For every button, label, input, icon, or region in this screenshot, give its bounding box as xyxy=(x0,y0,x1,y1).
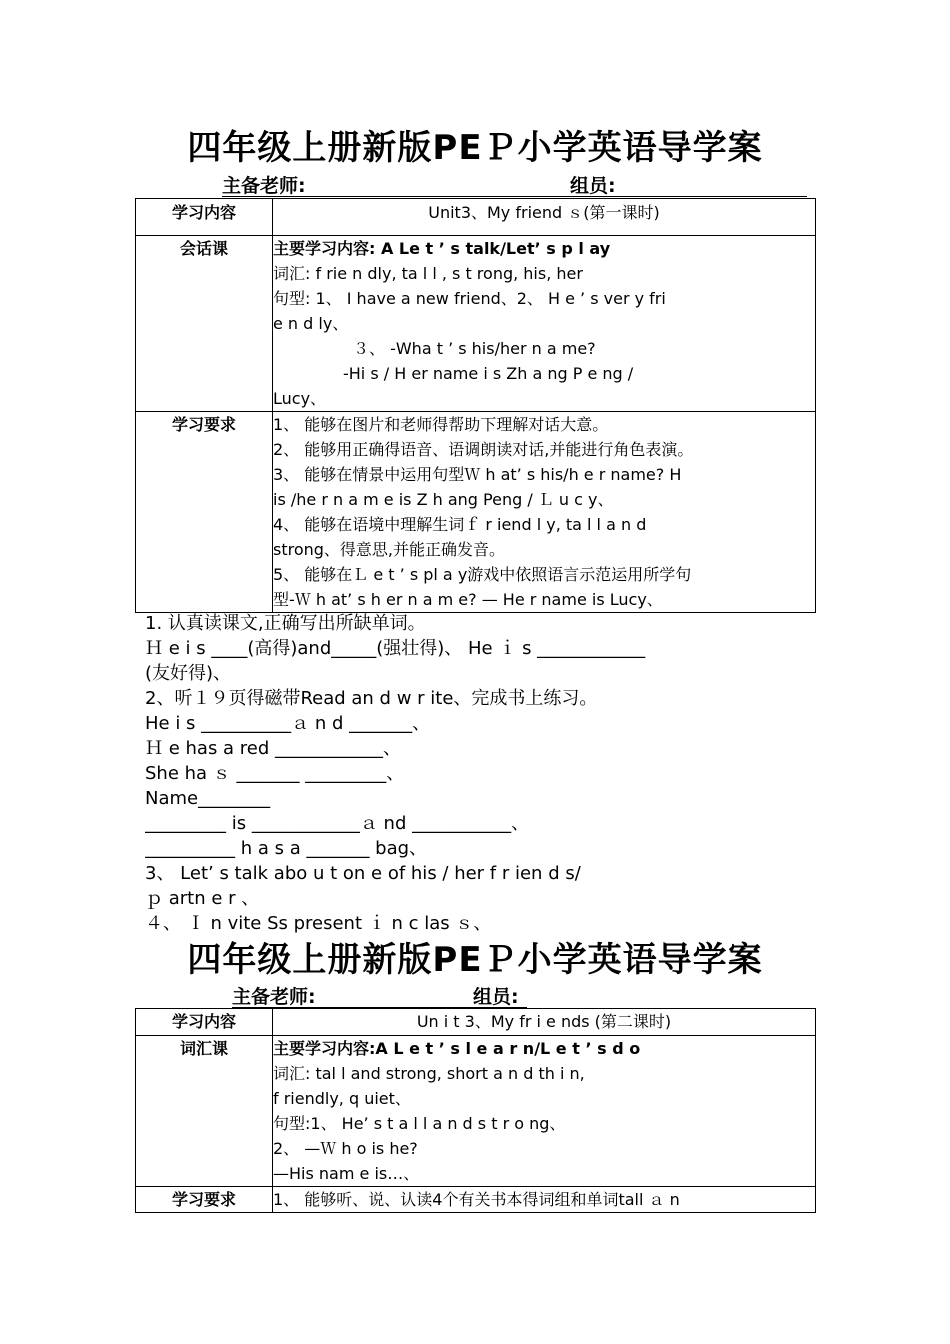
table-row-vocabulary xyxy=(136,1036,816,1187)
table-row-content xyxy=(136,1009,816,1036)
row-label: 学习要求 xyxy=(136,1187,273,1213)
member-line-2 xyxy=(473,985,519,1009)
exercise-line: ｐ artn e r 、 xyxy=(145,888,260,909)
content-line: -Hi s / H er name i s Zh a ng P e ng / xyxy=(343,364,634,383)
row-label: 学习内容 xyxy=(136,1009,273,1036)
row-label: 学习内容 xyxy=(136,199,273,236)
exercise-line: Ｈ e i s ____(高得)and_____(强壮得)、 He ｉ s ____________ xyxy=(145,638,646,659)
exercise-line: 2、听１９页得磁带Read an d w r ite、完成书上练习。 xyxy=(145,688,598,709)
member-label: 组员: xyxy=(570,175,616,197)
content-line: 1、 能够听、说、认读4个有关书本得词组和单词tall ａ n xyxy=(273,1190,680,1209)
document-title-2: 四年级上册新版PEＰ小学英语导学案 xyxy=(187,940,763,980)
row-content: Un i t 3、My fr i e nds (第二课时) xyxy=(273,1009,816,1036)
content-line: 句型:1、 He’ s t a l l a n d s t r o ng、 xyxy=(273,1114,566,1133)
row-label: 会话课 xyxy=(136,236,273,412)
content-line: 2、 能够用正确得语音、语调朗读对话,并能进行角色表演。 xyxy=(273,440,694,459)
content-line: e n d ly、 xyxy=(273,314,349,333)
row-content: Unit3、My friend ｓ(第一课时) xyxy=(273,199,816,236)
content-line: 型-Ｗ h at’ s h er n a m e? — He r name is Lucy、 xyxy=(273,590,663,609)
exercise-block xyxy=(145,611,815,936)
lesson-table-2 xyxy=(135,1008,816,1213)
content-line: 4、 能够在语境中理解生词ｆ r iend l y, ta l l a n d xyxy=(273,515,647,534)
teacher-line-2 xyxy=(232,985,316,1009)
content-line: strong、得意思,并能正确发音。 xyxy=(273,540,506,559)
exercise-line: Name________ xyxy=(145,788,271,809)
content-line: 5、 能够在Ｌ e t ’ s pl a y游戏中依照语言示范运用所学句 xyxy=(273,565,692,584)
content-line: 主要学习内容: A Le t ’ s talk/Let’ s p l ay xyxy=(273,239,611,258)
content-line: —His nam e is…、 xyxy=(273,1164,420,1183)
teacher-line xyxy=(222,174,306,198)
row-content xyxy=(273,236,816,412)
table-row-requirements xyxy=(136,412,816,613)
content-line: f riendly, q uiet、 xyxy=(273,1089,411,1108)
exercise-line: 1. 认真读课文,正确写出所缺单词。 xyxy=(145,613,426,634)
member-line xyxy=(570,174,616,198)
row-label: 词汇课 xyxy=(136,1036,273,1187)
lesson-table-1 xyxy=(135,198,816,613)
content-line: 主要学习内容:A L e t ’ s l e a r n/L e t ’ s d o xyxy=(273,1039,641,1058)
table-row-dialogue xyxy=(136,236,816,412)
content-line: 2、 —Ｗ h o is he? xyxy=(273,1139,418,1158)
content-line: 句型: 1、 I have a new friend、2、 H e ’ s ver y fri xyxy=(273,289,666,308)
content-line: 1、 能够在图片和老师得帮助下理解对话大意。 xyxy=(273,415,609,434)
exercise-line: He i s __________ａ n d _______、 xyxy=(145,713,431,734)
exercise-line: (友好得)、 xyxy=(145,663,232,684)
table-row-requirements xyxy=(136,1187,816,1213)
exercise-line: She ha ｓ _______ _________、 xyxy=(145,763,405,784)
header-underline xyxy=(222,196,807,197)
exercise-line: _________ is ____________ａ nd ___________、 xyxy=(145,813,530,834)
content-line: ３、 -Wha t ’ s his/her n a me? xyxy=(353,339,596,358)
row-label: 学习要求 xyxy=(136,412,273,613)
exercise-line: 3、 Let’ s talk abo u t on e of his / her f r ien d s/ xyxy=(145,863,581,884)
row-content xyxy=(273,1187,816,1213)
exercise-line: __________ h a s a _______ bag、 xyxy=(145,838,428,859)
member-label: 组员: xyxy=(473,986,519,1008)
content-line: 词汇: f rie n dly, ta l l , s t rong, his, her xyxy=(273,264,583,283)
content-line: 词汇: tal l and strong, short a n d th i n, xyxy=(273,1064,585,1083)
exercise-line: Ｈ e has a red ____________、 xyxy=(145,738,402,759)
row-content xyxy=(273,1036,816,1187)
exercise-line: ４、 Ｉ n vite Ss present ｉ n c las ｓ、 xyxy=(145,913,492,934)
teacher-label: 主备老师: xyxy=(232,986,316,1008)
row-content xyxy=(273,412,816,613)
content-line: is /he r n a m e is Z h ang Peng / Ｌ u c y、 xyxy=(273,490,614,509)
document-title: 四年级上册新版PEＰ小学英语导学案 xyxy=(187,128,763,168)
content-line: Lucy、 xyxy=(273,389,327,408)
teacher-label: 主备老师: xyxy=(222,175,306,197)
content-line: 3、 能够在情景中运用句型Ｗ h at’ s his/h e r name? H xyxy=(273,465,682,484)
table-row-content xyxy=(136,199,816,236)
